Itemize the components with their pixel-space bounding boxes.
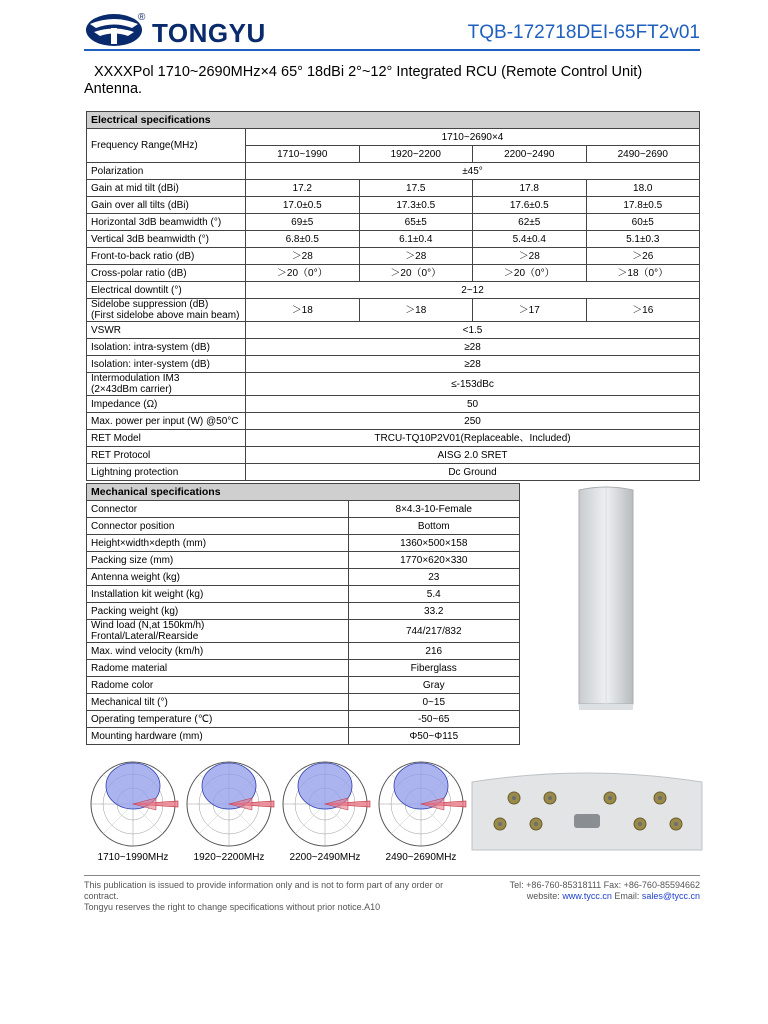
spec-row [87,728,520,745]
spec-value: 23 [348,569,520,586]
radiation-pattern-chart [374,758,468,850]
spec-row [87,231,700,248]
spec-row [87,501,520,518]
spec-value: Fiberglass [348,660,520,677]
antenna-image [575,486,637,712]
spec-value: 33.2 [348,603,520,620]
spec-label: Radome material [87,660,349,677]
spec-row [87,643,520,660]
spec-value: ＞28 [246,248,360,265]
spec-value: ＞28 [359,248,473,265]
spec-label: Operating temperature (℃) [87,711,349,728]
band-cell: 1920~2200 [359,146,473,163]
website-link[interactable]: www.tycc.cn [562,891,612,901]
spec-row [87,197,700,214]
spec-label: Mounting hardware (mm) [87,728,349,745]
spec-label: Packing size (mm) [87,552,349,569]
pattern-label: 2490~2690MHz [385,852,457,863]
spec-value: ＞18（0°） [586,265,700,282]
spec-value: ≥28 [246,339,700,356]
spec-row [87,180,700,197]
downtilt-label: Electrical downtilt (°) [87,282,246,299]
spec-value: 250 [246,413,700,430]
spec-value: 0~15 [348,694,520,711]
spec-value: 8×4.3-10-Female [348,501,520,518]
spec-row [87,214,700,231]
spec-label: Gain over all tilts (dBi) [87,197,246,214]
polarization-value: ±45° [246,163,700,180]
connector-panel-image [470,768,704,852]
spec-value: ＞20（0°） [246,265,360,282]
spec-value: ≥28 [246,356,700,373]
model-number: TQB-172718DEI-65FT2v01 [467,22,700,43]
spec-label: Mechanical tilt (°) [87,694,349,711]
pattern-label: 1920~2200MHz [193,852,265,863]
spec-value: Φ50~Φ115 [348,728,520,745]
spec-row [87,265,700,282]
im3-value: ≤-153dBc [246,373,700,396]
radiation-pattern-chart [86,758,180,850]
mechanical-specs-table [86,483,520,745]
spec-label: Isolation: intra-system (dB) [87,339,246,356]
spec-label: RET Model [87,430,246,447]
spec-row [87,339,700,356]
spec-value: ＞20（0°） [473,265,587,282]
spec-label: Vertical 3dB beamwidth (°) [87,231,246,248]
spec-value: 17.2 [246,180,360,197]
spec-row [87,322,700,339]
spec-value: 17.0±0.5 [246,197,360,214]
spec-row [87,447,700,464]
spec-row [87,430,700,447]
spec-value: 1360×500×158 [348,535,520,552]
spec-value: <1.5 [246,322,700,339]
spec-value: TRCU-TQ10P2V01(Replaceable、Included) [246,430,700,447]
spec-row [87,586,520,603]
sidelobe-value: ＞18 [359,299,473,322]
spec-row [87,603,520,620]
mechanical-heading: Mechanical specifications [87,484,520,501]
radiation-patterns [86,758,464,866]
spec-label: Gain at mid tilt (dBi) [87,180,246,197]
spec-value: 18.0 [586,180,700,197]
spec-row [87,677,520,694]
pattern-label: 2200~2490MHz [289,852,361,863]
brand-name: TONGYU [152,18,266,48]
spec-value: 5.1±0.3 [586,231,700,248]
spec-label: Packing weight (kg) [87,603,349,620]
footer-disclaimer: This publication is issued to provide information only and is not to form part of any order or contract. Tongyu reserves the right to change specifications without prior notice.A10 [84,880,444,912]
sidelobe-value: ＞18 [246,299,360,322]
radiation-pattern-chart [278,758,372,850]
spec-label: Horizontal 3dB beamwidth (°) [87,214,246,231]
email-link[interactable]: sales@tycc.cn [641,891,700,901]
spec-label: Radome color [87,677,349,694]
tongyu-logo-icon [84,12,144,48]
spec-value: 17.8±0.5 [586,197,700,214]
footer-contact: Tel: +86-760-85318111 Fax: +86-760-85594662 website: www.tycc.cn Email: sales@tycc.cn [470,880,700,902]
product-subtitle: XXXXPol 1710~2690MHz×4 65° 18dBi 2°~12° Integrated RCU (Remote Control Unit) Antenna. [84,64,643,97]
spec-value: 17.6±0.5 [473,197,587,214]
spec-label: Installation kit weight (kg) [87,586,349,603]
spec-label: VSWR [87,322,246,339]
polarization-label: Polarization [87,163,246,180]
spec-value: ＞28 [473,248,587,265]
spec-value: 50 [246,396,700,413]
freq-label: Frequency Range(MHz) [87,129,246,163]
spec-row [87,552,520,569]
spec-value: 17.5 [359,180,473,197]
spec-label: Connector position [87,518,349,535]
spec-value: ＞26 [586,248,700,265]
downtilt-value: 2~12 [246,282,700,299]
spec-value: Gray [348,677,520,694]
band-cell: 1710~1990 [246,146,360,163]
spec-value: 62±5 [473,214,587,231]
spec-label: Cross-polar ratio (dB) [87,265,246,282]
spec-label: Height×width×depth (mm) [87,535,349,552]
spec-value: AISG 2.0 SRET [246,447,700,464]
spec-value: 5.4 [348,586,520,603]
spec-row [87,694,520,711]
pattern-label: 1710~1990MHz [97,852,169,863]
spec-row [87,396,700,413]
band-cell: 2490~2690 [586,146,700,163]
spec-value: 17.8 [473,180,587,197]
sidelobe-value: ＞17 [473,299,587,322]
spec-value: 1770×620×330 [348,552,520,569]
spec-value: 5.4±0.4 [473,231,587,248]
spec-label: RET Protocol [87,447,246,464]
spec-value: 69±5 [246,214,360,231]
header [84,12,700,50]
footer-divider [84,875,700,876]
sidelobe-value: ＞16 [586,299,700,322]
spec-value: 60±5 [586,214,700,231]
registered-mark: ® [138,12,146,23]
spec-value: ＞20（0°） [359,265,473,282]
spec-row [87,535,520,552]
spec-row [87,660,520,677]
spec-value: -50~65 [348,711,520,728]
spec-row [87,413,700,430]
radiation-pattern-chart [182,758,276,850]
spec-row [87,464,700,481]
footer-phone: Tel: +86-760-85318111 Fax: +86-760-85594662 [509,880,700,890]
electrical-specs-table [86,111,700,481]
spec-label: Front-to-back ratio (dB) [87,248,246,265]
im3-label: Intermodulation IM3 (2×43dBm carrier) [87,373,246,396]
spec-label: Impedance (Ω) [87,396,246,413]
spec-label: Connector [87,501,349,518]
spec-label: Antenna weight (kg) [87,569,349,586]
spec-value: 17.3±0.5 [359,197,473,214]
freq-total: 1710~2690×4 [246,129,700,146]
spec-row [87,569,520,586]
spec-value: 65±5 [359,214,473,231]
spec-value: 216 [348,643,520,660]
spec-label: Lightning protection [87,464,246,481]
spec-row [87,356,700,373]
header-divider [84,49,700,51]
spec-row [87,518,520,535]
band-cell: 2200~2490 [473,146,587,163]
spec-row [87,248,700,265]
spec-label: Max. wind velocity (km/h) [87,643,349,660]
spec-label: Max. power per input (W) @50°C [87,413,246,430]
sidelobe-label: Sidelobe suppression (dB) (First sidelobe above main beam) [87,299,246,322]
wind-label: Wind load (N,at 150km/h) Frontal/Lateral/Rearside [87,620,349,643]
spec-value: Dc Ground [246,464,700,481]
spec-value: 6.8±0.5 [246,231,360,248]
wind-value: 744/217/832 [348,620,520,643]
electrical-heading: Electrical specifications [87,112,700,129]
spec-label: Isolation: inter-system (dB) [87,356,246,373]
spec-value: Bottom [348,518,520,535]
spec-value: 6.1±0.4 [359,231,473,248]
spec-row [87,711,520,728]
